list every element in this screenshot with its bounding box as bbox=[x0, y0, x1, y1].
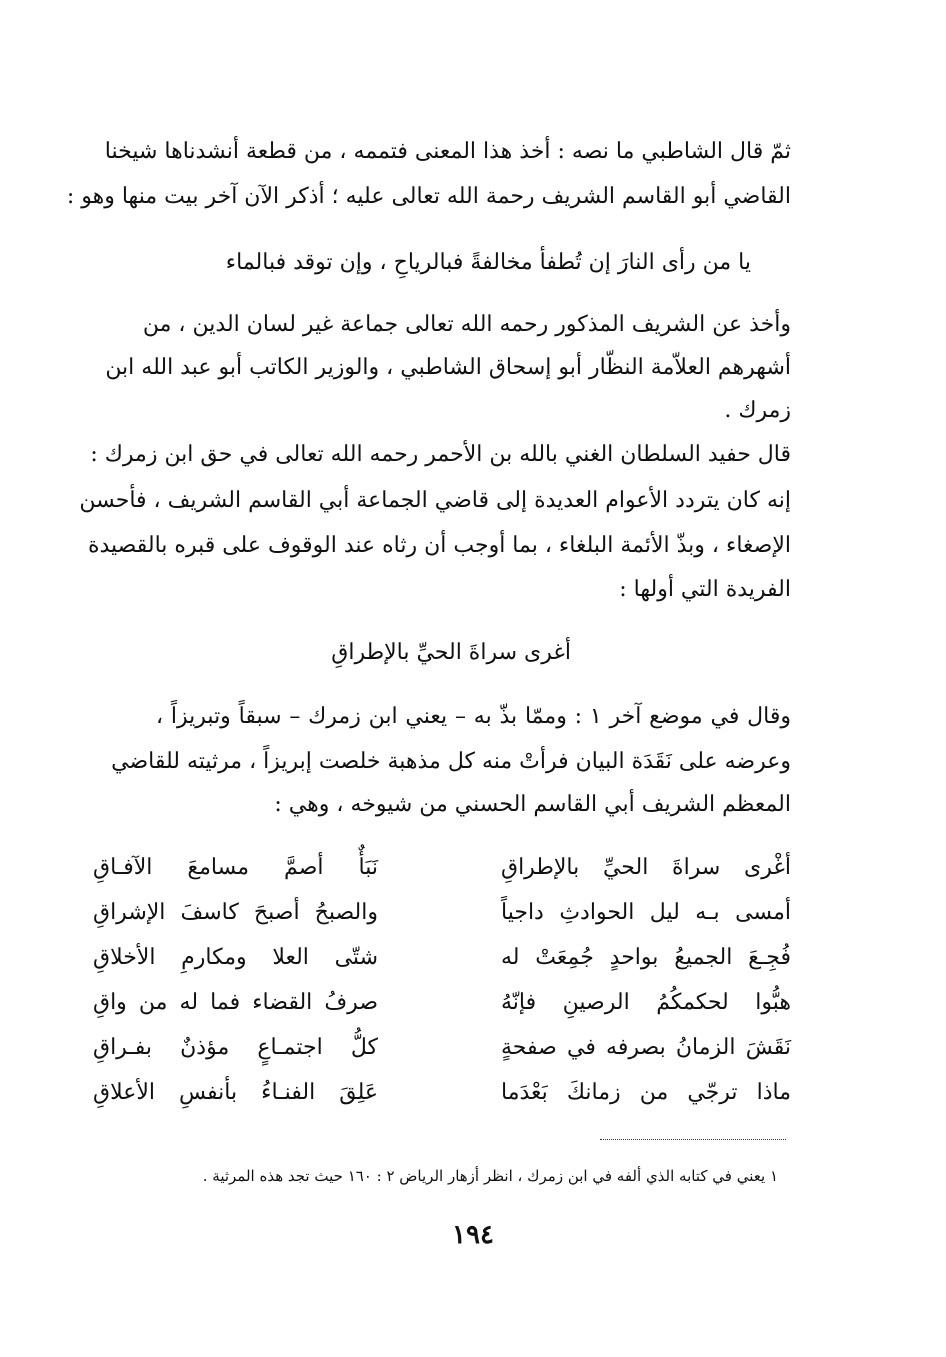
poem-line-3-first-hemistich: فُجِـعَ الجميعُ بواحدٍ جُمِعَتْ له bbox=[501, 945, 791, 970]
poem-line-6-first-hemistich: ماذا ترجّي من زمانكَ بَعْدَما bbox=[501, 1080, 791, 1105]
poem-line-6-second-hemistich: عَلِقَ الفنـاءُ بأنفسِ الأعلاقِ bbox=[93, 1080, 378, 1105]
paragraph-3-line-4: الفريدة التي أولها : bbox=[619, 577, 791, 602]
paragraph-2-line-2: أشهرهم العلاّمة النظّار أبو إسحاق الشاطبي ، والوزير الكاتب أبو عبد الله ابن bbox=[105, 355, 791, 380]
footnote-separator bbox=[600, 1139, 786, 1140]
poem-line-3-second-hemistich: شتّى العلا ومكارمِ الأخلاقِ bbox=[93, 945, 378, 970]
paragraph-3-line-1: قال حفيد السلطان الغني بالله بن الأحمر رحمه الله تعالى في حق ابن زمرك : bbox=[90, 442, 791, 467]
poem-line-5-first-hemistich: نَقَشَ الزمانُ بصرفه في صفحةٍ bbox=[501, 1035, 791, 1060]
paragraph-4-line-3: المعظم الشريف أبي القاسم الحسني من شيوخه ، وهي : bbox=[274, 792, 791, 817]
verse-title: أغرى سراةَ الحيِّ بالإطراقِ bbox=[331, 640, 571, 665]
poem-line-2-first-hemistich: أمسى بـه ليل الحوادثِ داجياً bbox=[501, 900, 791, 925]
poem-line-4-second-hemistich: صرفُ القضاء فما له من واقِ bbox=[93, 990, 378, 1015]
poem-line-4-first-hemistich: هبُّوا لحكمكُمُ الرصينِ فإنّهُ bbox=[501, 990, 791, 1015]
poem-line-1-first-hemistich: أغْرى سراةَ الحيِّ بالإطراقِ bbox=[501, 855, 791, 880]
poem-line-2-second-hemistich: والصبحُ أصبحَ كاسفَ الإشراقِ bbox=[93, 900, 378, 925]
paragraph-1-line-1: ثمّ قال الشاطبي ما نصه : أخذ هذا المعنى فتممه ، من قطعة أنشدناها شيخنا bbox=[104, 139, 791, 164]
paragraph-3-line-2: إنه كان يتردد الأعوام العديدة إلى قاضي الجماعة أبي القاسم الشريف ، فأحسن bbox=[79, 488, 791, 513]
verse-1: يا من رأى النارَ إن تُطفأ مخالفةً فبالرياحِ ، وإن توقد فبالماء bbox=[225, 250, 751, 275]
page-number: ١٩٤ bbox=[452, 1220, 494, 1250]
paragraph-2-line-3: زمرك . bbox=[724, 398, 791, 423]
paragraph-3-line-3: الإصغاء ، وبذّ الأئمة البلغاء ، بما أوجب أن رثاه عند الوقوف على قبره بالقصيدة bbox=[87, 533, 791, 558]
paragraph-4-line-1: وقال في موضع آخر ١ : وممّا بذّ به – يعني ابن زمرك – سبقاً وتبريزاً ، bbox=[156, 704, 792, 729]
paragraph-2-line-1: وأخذ عن الشريف المذكور رحمه الله تعالى جماعة غير لسان الدين ، من bbox=[142, 312, 791, 337]
poem-line-5-second-hemistich: كلُّ اجتمـاعٍ مؤذنٌ بفـراقِ bbox=[93, 1035, 378, 1060]
paragraph-1-line-2: القاضي أبو القاسم الشريف رحمة الله تعالى عليه ؛ أذكر الآن آخر بيت منها وهو : bbox=[66, 184, 791, 209]
footnote: ١ يعني في كتابه الذي ألفه في ابن زمرك ، انظر أزهار الرياض ٢ : ١٦٠ حيث تجد هذه المرثية . bbox=[202, 1167, 778, 1185]
poem-line-1-second-hemistich: نَبَأٌ أصمَّ مسامعَ الآفـاقِ bbox=[93, 855, 378, 880]
paragraph-4-line-2: وعرضه على نَقَدَة البيان فرأتْ منه كل مذهبة خلصت إبريزاً ، مرثيته للقاضي bbox=[111, 749, 791, 774]
